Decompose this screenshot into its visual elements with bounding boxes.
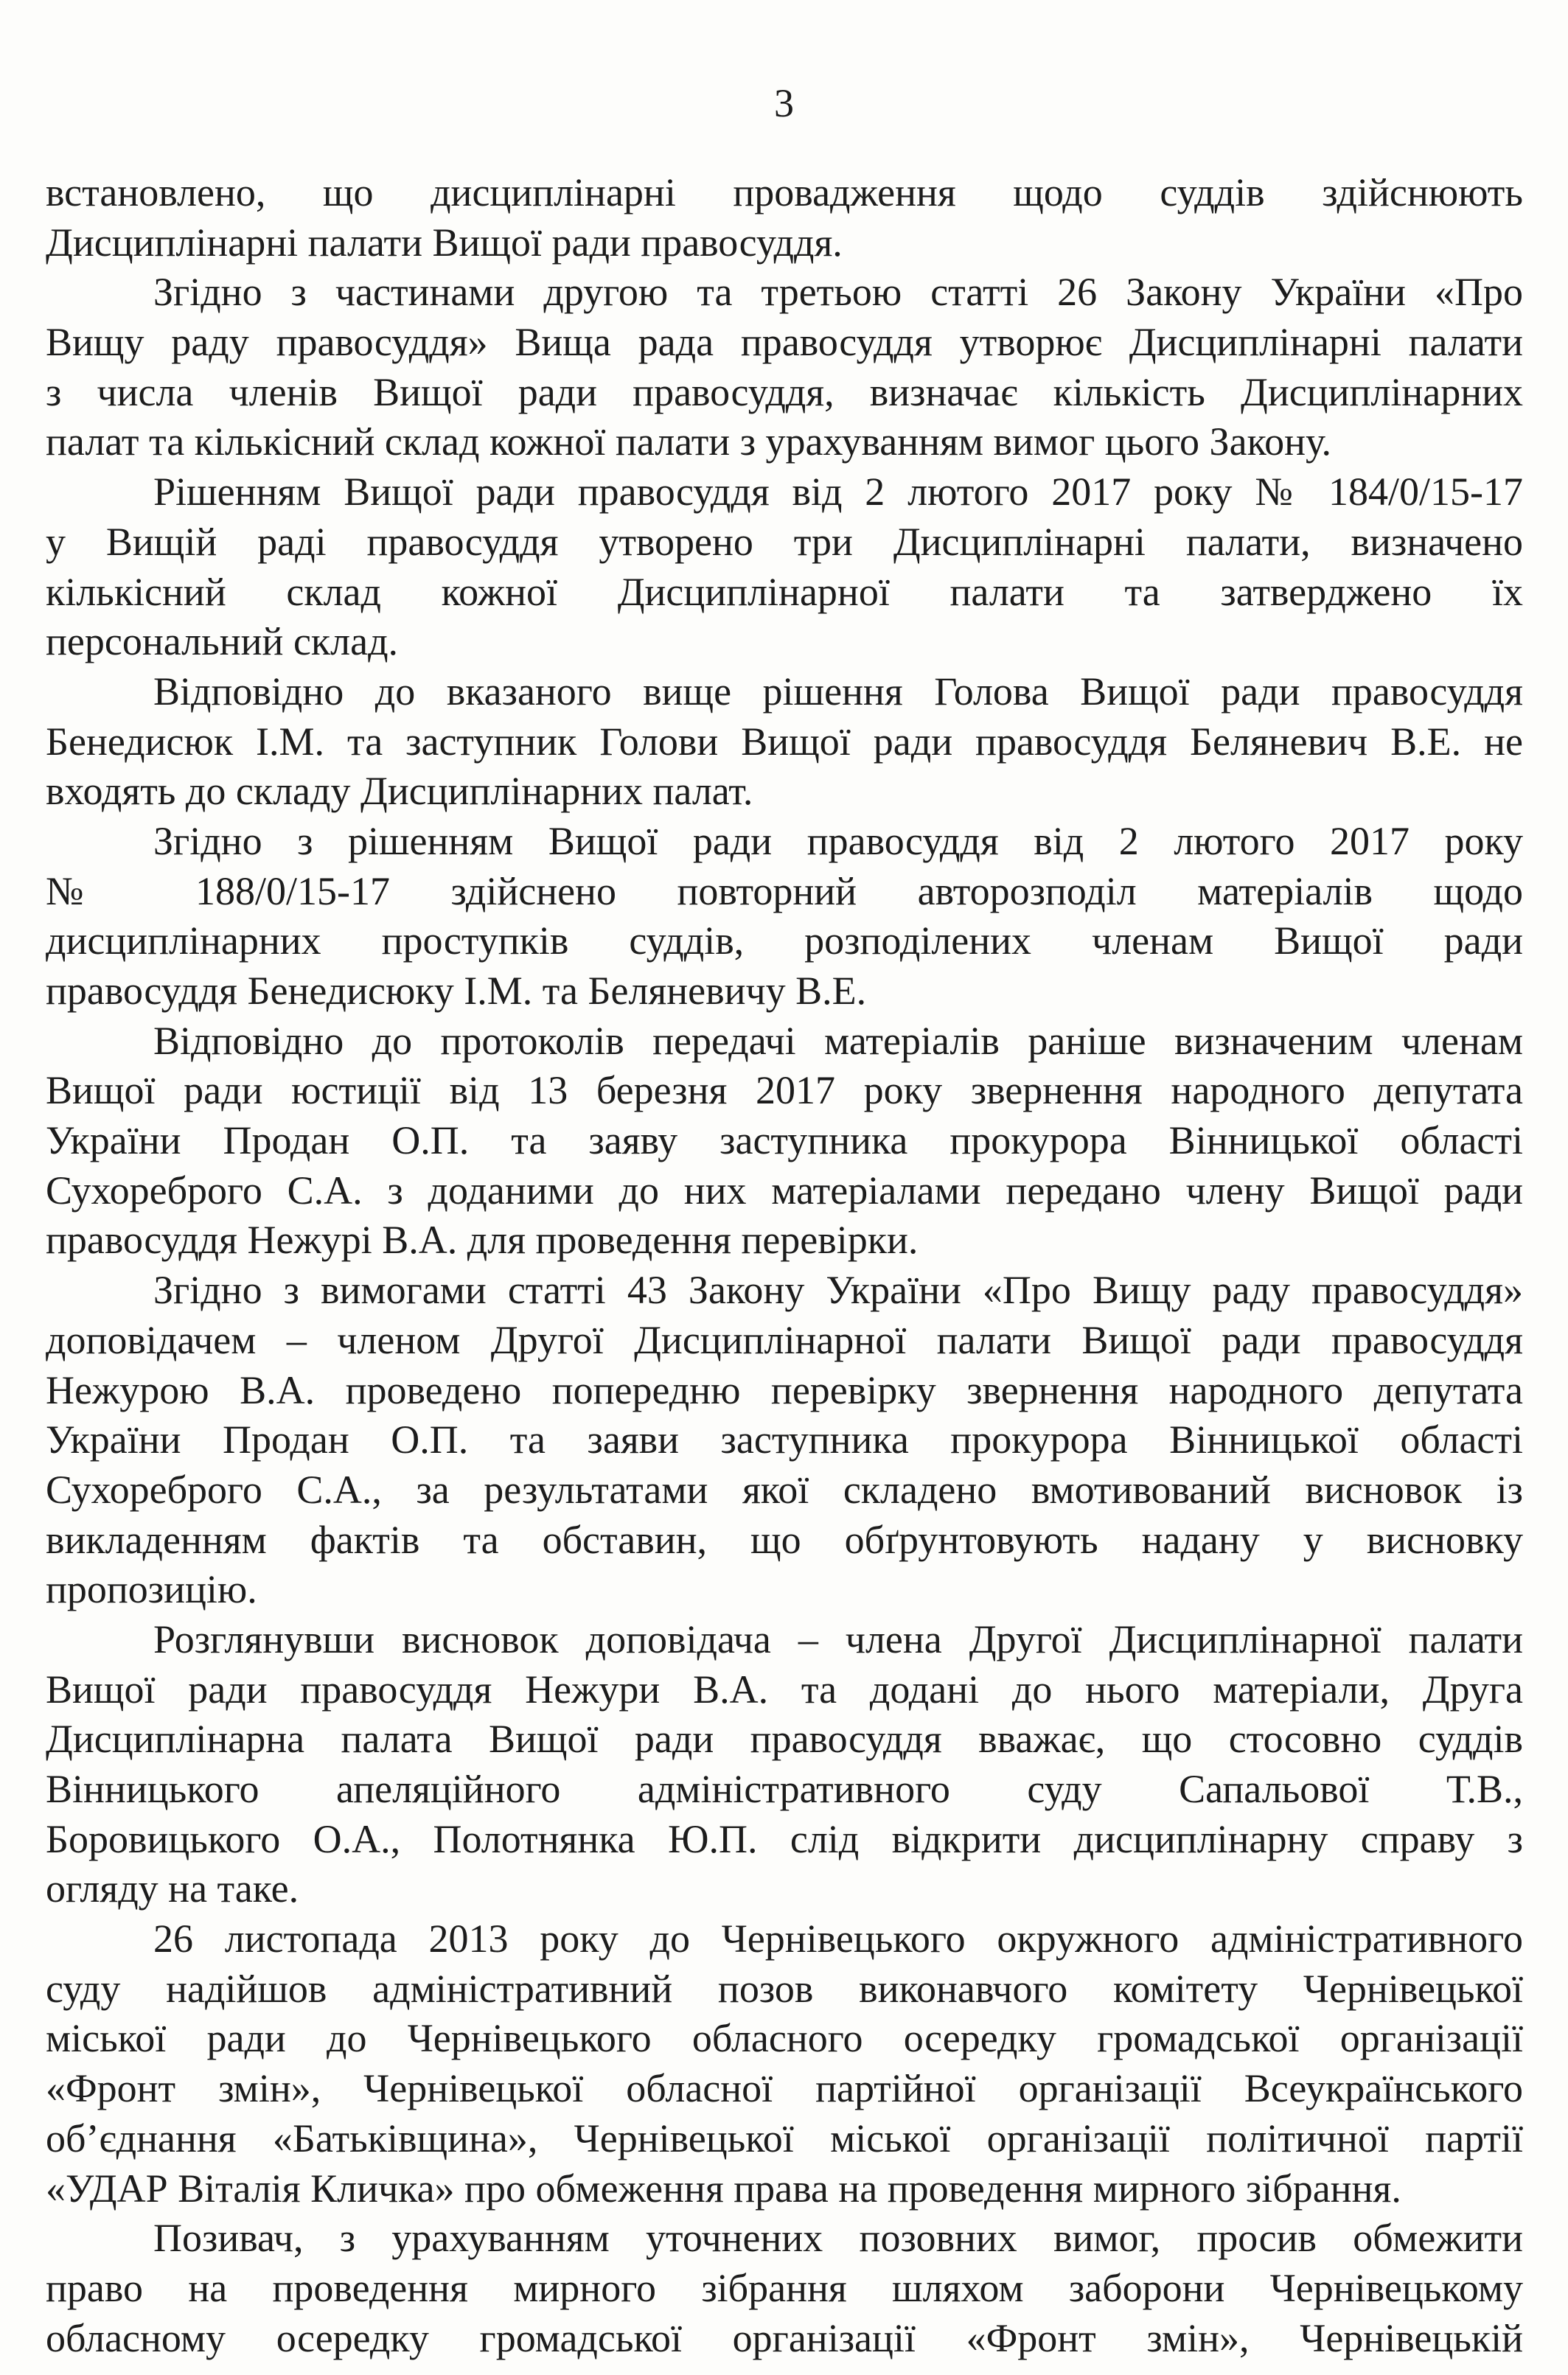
text-line: Дисциплінарні палати Вищої ради правосуддя. (46, 220, 843, 265)
text-line: право на проведення мирного зібрання шляхом заборони Чернівецькому (46, 2265, 1523, 2310)
text-line: 26 листопада 2013 року до Чернівецького окружного адміністративного (153, 1917, 1523, 1961)
text-line: Сухореброго С.А., за результатами якої складено вмотивований висновок із (46, 1467, 1523, 1512)
text-line: Вінницького апеляційного адміністративного суду Сапальової Т.В., (46, 1767, 1523, 1811)
text-line: правосуддя Бенедисюку І.М. та Беляневичу В.Е. (46, 969, 867, 1013)
text-line: персональний склад. (46, 619, 399, 664)
paragraph (46, 817, 1523, 1016)
text-line: Розглянувши висновок доповідача – члена Другої Дисциплінарної палати (153, 1617, 1523, 1661)
text-line: міської ради до Чернівецького обласного осередку громадської організації (46, 2016, 1523, 2061)
text-line: доповідачем – членом Другої Дисциплінарної палати Вищої ради правосуддя (46, 1317, 1523, 1362)
text-line: викладенням фактів та обставин, що обґрунтовують надану у висновку (46, 1517, 1523, 1562)
paragraph (46, 1615, 1523, 1914)
text-line: Позивач, з урахуванням уточнених позовних вимог, просив обмежити (153, 2216, 1523, 2261)
paragraph (46, 467, 1523, 667)
text-line: суду надійшов адміністративний позов виконавчого комітету Чернівецької (46, 1966, 1523, 2011)
text-line: Відповідно до протоколів передачі матеріалів раніше визначеним членам (153, 1018, 1523, 1063)
text-line: Сухореброго С.А. з доданими до них матеріалами передано члену Вищої ради (46, 1168, 1523, 1213)
text-line: Бенедисюк І.М. та заступник Голови Вищої ради правосуддя Беляневич В.Е. не (46, 719, 1523, 764)
text-line: Боровицького О.А., Полотнянка Ю.П. слід відкрити дисциплінарну справу з (46, 1816, 1523, 1861)
text-line: Нежурою В.А. проведено попередню перевірку звернення народного депутата (46, 1367, 1523, 1412)
text-line: об’єднання «Батьківщина», Чернівецької міської організації політичної партії (46, 2116, 1523, 2160)
text-line: «Фронт змін», Чернівецької обласної партійної організації Всеукраїнського (46, 2066, 1523, 2111)
text-line: Вищої ради юстиції від 13 березня 2017 року звернення народного депутата (46, 1068, 1523, 1113)
text-line: пропозицію. (46, 1567, 257, 1612)
text-line: Згідно з рішенням Вищої ради правосуддя від 2 лютого 2017 року (153, 818, 1523, 863)
paragraph (46, 667, 1523, 817)
text-line: огляду на таке. (46, 1866, 299, 1911)
document-body (46, 168, 1523, 2363)
text-line: Згідно з частинами другою та третьою статті 26 Закону України «Про (153, 270, 1523, 315)
paragraph (46, 1914, 1523, 2214)
paragraph (46, 1016, 1523, 1266)
text-line: «УДАР Віталія Кличка» про обмеження права на проведення мирного зібрання. (46, 2166, 1401, 2211)
text-line: палат та кількісний склад кожної палати з урахуванням вимог цього Закону. (46, 419, 1332, 464)
text-line: входять до складу Дисциплінарних палат. (46, 769, 753, 814)
text-line: № 188/0/15-17 здійснено повторний авторозподіл матеріалів щодо (46, 868, 1523, 913)
page-number: 3 (774, 81, 794, 125)
text-line: з числа членів Вищої ради правосуддя, визначає кількість Дисциплінарних (46, 369, 1523, 414)
paragraph (46, 1266, 1523, 1615)
text-line: у Вищій раді правосуддя утворено три Дисциплінарні палати, визначено (46, 519, 1523, 564)
text-line: Дисциплінарна палата Вищої ради правосуддя вважає, що стосовно суддів (46, 1717, 1523, 1762)
text-line: Згідно з вимогами статті 43 Закону України «Про Вищу раду правосуддя» (153, 1268, 1523, 1313)
text-line: встановлено, що дисциплінарні провадження щодо суддів здійснюють (46, 170, 1523, 215)
text-line: дисциплінарних проступків суддів, розподілених членам Вищої ради (46, 918, 1523, 963)
text-line: Рішенням Вищої ради правосуддя від 2 лютого 2017 року № 184/0/15-17 (153, 470, 1523, 515)
paragraph (46, 168, 1523, 268)
text-line: Відповідно до вказаного вище рішення Голова Вищої ради правосуддя (153, 669, 1523, 714)
text-line: України Продан О.П. та заяви заступника прокурора Вінницької області (46, 1417, 1523, 1462)
text-line: правосуддя Нежурі В.А. для проведення перевірки. (46, 1218, 919, 1263)
text-line: кількісний склад кожної Дисциплінарної палати та затверджено їх (46, 569, 1523, 614)
paragraph (46, 2214, 1523, 2363)
text-line: Вищої ради правосуддя Нежури В.А. та додані до нього матеріали, Друга (46, 1667, 1523, 1712)
text-line: Вищу раду правосуддя» Вища рада правосуддя утворює Дисциплінарні палати (46, 320, 1523, 365)
paragraph (46, 268, 1523, 467)
text-line: обласному осередку громадської організації «Фронт змін», Чернівецькій (46, 2315, 1523, 2360)
text-line: України Продан О.П. та заяву заступника прокурора Вінницької області (46, 1118, 1523, 1163)
